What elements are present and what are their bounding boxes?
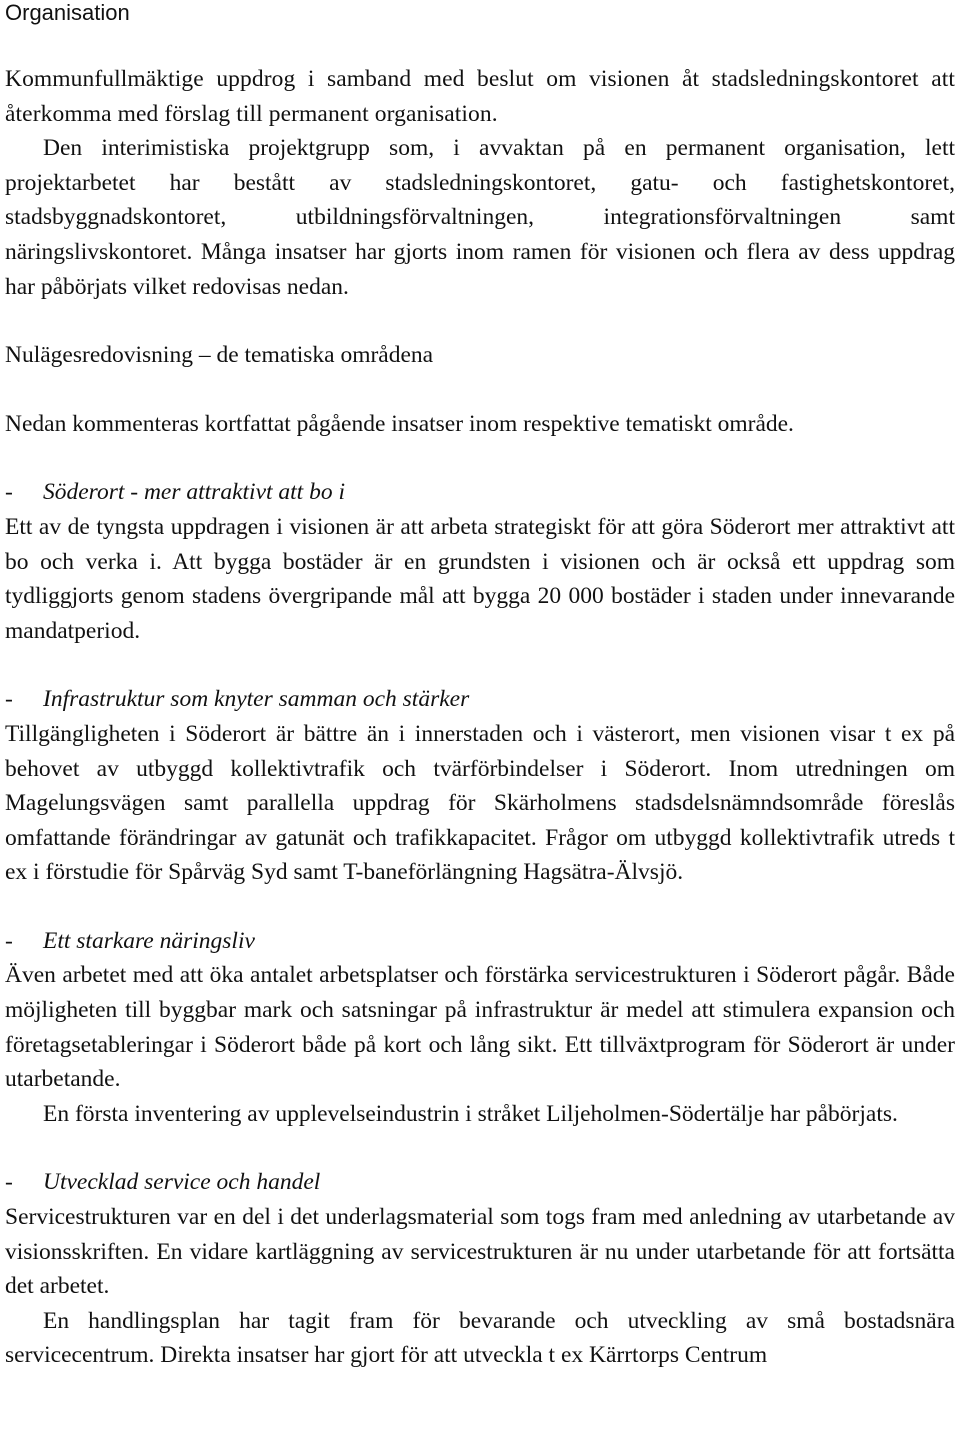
section-body-service-2: En handlingsplan har tagit fram för bevarande och utveckling av små bostadsnära servicecentrum. Direkta insatser har gjort för att utveckla t ex Kärrtorps Centrum xyxy=(5,1307,955,1369)
section-body-infrastruktur: Tillgängligheten i Söderort är bättre än i innerstaden och i västerort, men visionen visar t ex på behovet av utbyggd kollektivtrafik och tvärförbindelser i Söderort. Inom utredningen om Magelungsvägen samt parallella uppdrag för Skärholmens stadsdelsnämndsområde föreslås omfattande förändringar av gatunät och trafikkapacitet. Frågor om utbyggd kollektivtrafik utreds t ex i förstudie för Spårväg Syd samt T-baneförlängning Hagsätra-Älvsjö. xyxy=(5,720,955,886)
status-heading: Nulägesredovisning – de tematiska områdena xyxy=(5,342,434,369)
paragraph-intro-1: Kommunfullmäktige uppdrog i samband med beslut om visionen åt stadsledningskontoret att återkomma med förslag till permanent organisation. xyxy=(5,66,955,127)
section-dash: - xyxy=(5,686,13,713)
section-title-naringsliv xyxy=(5,924,955,959)
section-title-text: Söderort - mer attraktivt att bo i xyxy=(43,479,345,506)
section-dash: - xyxy=(5,927,13,954)
section-body-naringsliv-1: Även arbetet med att öka antalet arbetsplatser och förstärka servicestrukturen i Söderort pågår. Både möjligheten till byggbar mark och satsningar på infrastruktur är medel att stimulera expansion och företagsetableringar i Söderort både på kort och lång sikt. Ett tillväxtprogram för Söderort är under utarbetande. xyxy=(5,962,955,1093)
page-title: Organisation xyxy=(5,0,130,25)
section-body-naringsliv-2: En första inventering av upplevelseindustrin i stråket Liljeholmen-Södertälje har påbörjats. xyxy=(43,1100,898,1127)
section-title-service xyxy=(5,1165,955,1200)
status-intro: Nedan kommenteras kortfattat pågående insatser inom respektive tematiskt område. xyxy=(5,410,794,437)
section-title-infrastruktur xyxy=(5,682,955,717)
section-title-text: Infrastruktur som knyter samman och stärker xyxy=(43,686,470,713)
section-title-soderort xyxy=(5,475,955,510)
document-page xyxy=(5,0,955,1373)
section-title-text: Utvecklad service och handel xyxy=(43,1169,321,1196)
section-dash: - xyxy=(5,479,13,506)
section-dash: - xyxy=(5,1169,13,1196)
section-body-service-1: Servicestrukturen var en del i det underlagsmaterial som togs fram med anledning av utarbetande av visionsskriften. En vidare kartläggning av servicestrukturen är nu under utarbetande för att fortsätta det arbetet. xyxy=(5,1204,955,1300)
paragraph-intro-2: Den interimistiska projektgrupp som, i avvaktan på en permanent organisation, lett projektarbetet har bestått av stadsledningskontoret, gatu- och fastighetskontoret, stadsbyggnadskontoret, utbildningsförvaltningen, integrationsförvaltningen samt näringslivskontoret. Många insatser har gjorts inom ramen för visionen och flera av dess uppdrag har påbörjats vilket redovisas nedan. xyxy=(5,135,955,300)
section-body-soderort: Ett av de tyngsta uppdragen i visionen är att arbeta strategiskt för att göra Söderort mer attraktivt att bo och verka i. Att bygga bostäder är en grundsten i visionen och är också ett uppdrag som tydliggjorts genom stadens övergripande mål att bygga 20 000 bostäder i staden under innevarande mandatperiod. xyxy=(5,513,955,644)
section-title-text: Ett starkare näringsliv xyxy=(43,927,255,954)
